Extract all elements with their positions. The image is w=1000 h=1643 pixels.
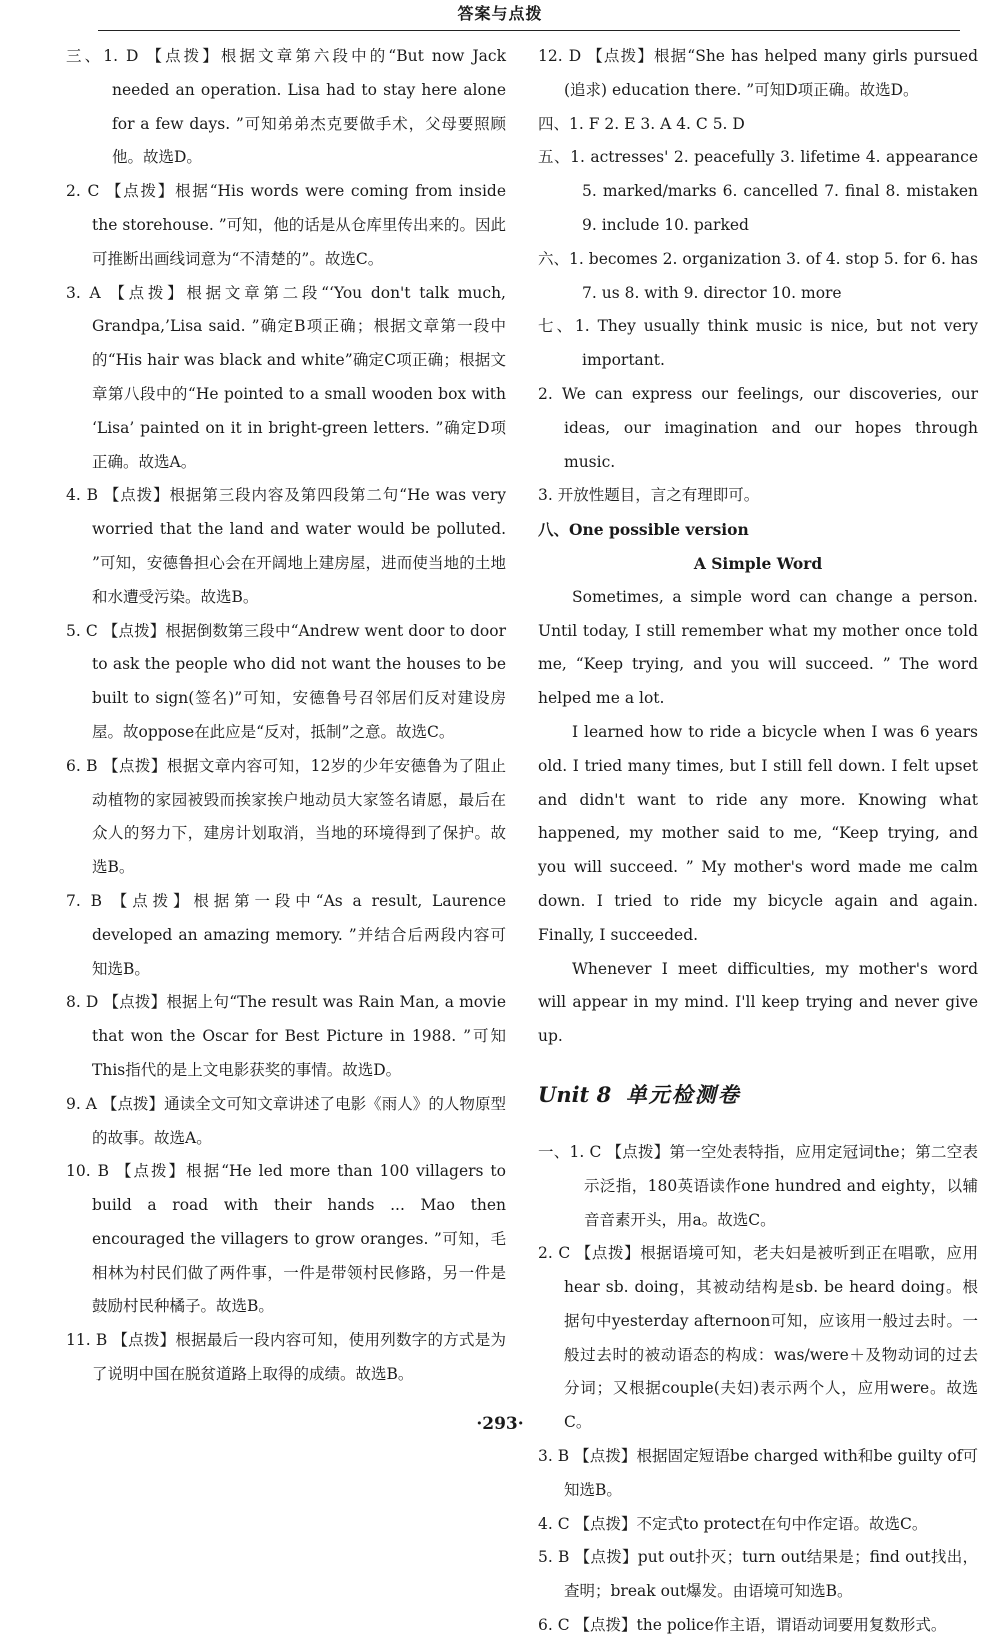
unit-subtitle: 单元检测卷	[625, 1081, 741, 1107]
answer-3-12: 12. D 【点拨】根据“She has helped many girls pursued (追求) education there. ”可知D项正确。故选D。	[538, 47, 978, 99]
page-header: 答案与点拨	[457, 4, 543, 23]
essay-paragraph: I learned how to ride a bicycle when I was 6 years old. I tried many times, but I still fell down. I felt upset and didn't want to ride any more. Knowing what happened, my mother said to me, “Keep trying, and you will succeed. ” My mother's word made me calm down. I tried to ride my bicycle again and again. Finally, I succeeded.	[538, 722, 978, 944]
answer-3-11: 11. B 【点拨】根据最后一段内容可知，使用列数字的方式是为了说明中国在脱贫道路上取得的成绩。故选B。	[66, 1331, 506, 1384]
right-column	[538, 40, 978, 1643]
answer-3-6: 6. B 【点拨】根据文章内容可知，12岁的少年安德鲁为了阻止动植物的家园被毁而挨家挨户地动员大家签名请愿，最后在众人的努力下，建房计划取消，当地的环境得到了保护。故选B。	[66, 756, 506, 877]
essay-paragraph: Whenever I meet difficulties, my mother's word will appear in my mind. I'll keep trying and never give up.	[538, 959, 978, 1046]
unit8-answer-2: 2. C 【点拨】根据语境可知，老夫妇是被听到正在唱歌，应用hear sb. doing，其被动结构是sb. be heard doing。根据句中yesterday afternoon可知，应该用一般过去时。一般过去时的被动语态的构成：was/were＋及物动词的过去分词；又根据couple(夫妇)表示两个人，应用were。故选C。	[538, 1244, 978, 1432]
unit8-answer-3: 3. B 【点拨】根据固定短语be charged with和be guilty of可知选B。	[538, 1447, 978, 1499]
section-7-answer-1: 七、1. They usually think music is nice, but not very important.	[538, 317, 978, 370]
unit-heading	[538, 1075, 978, 1115]
unit-label: Unit 8	[538, 1081, 612, 1107]
answer-3-5: 5. C 【点拨】根据倒数第三段中“Andrew went door to door to ask the people who did not want the houses to be built to sign(签名)”可知，安德鲁号召邻居们反对建设房屋。故oppose在此应是“反对，抵制”之意。故选C。	[66, 621, 506, 741]
essay-title: A Simple Word	[693, 553, 823, 573]
answer-3-8: 8. D 【点拨】根据上句“The result was Rain Man, a movie that won the Oscar for Best Picture in 1988. ”可知This指代的是上文电影获奖的事情。故选D。	[66, 993, 506, 1079]
left-column	[66, 40, 506, 1392]
answer-3-10: 10. B 【点拨】根据“He led more than 100 villagers to build a road with their hands ... Mao then encouraged the villagers to grow oranges. ”可知，毛相林为村民们做了两件事，一件是带领村民修路，另一件是鼓励村民种橘子。故选B。	[66, 1162, 506, 1316]
answer-3-7: 7. B 【点拨】根据第一段中“As a result, Laurence developed an amazing memory. ”并结合后两段内容可知选B。	[66, 891, 506, 978]
section-5-answers: 五、1. actresses' 2. peacefully 3. lifetime 4. appearance 5. marked/marks 6. cancelled 7. final 8. mistaken 9. include 10. parked	[538, 148, 978, 234]
unit8-answer-4: 4. C 【点拨】不定式to protect在句中作定语。故选C。	[538, 1514, 928, 1533]
section-6-answers: 六、1. becomes 2. organization 3. of 4. stop 5. for 6. has 7. us 8. with 9. director 10. more	[538, 249, 978, 302]
answer-3-9: 9. A 【点拨】通读全文可知文章讲述了电影《雨人》的人物原型的故事。故选A。	[66, 1094, 506, 1147]
page-number: ·293·	[476, 1414, 524, 1434]
section-4-answers: 四、1. F 2. E 3. A 4. C 5. D	[538, 114, 745, 133]
unit8-answer-1: 一、1. C 【点拨】第一空处表特指，应用定冠词the；第二空表示泛指，180英语读作one hundred and eighty，以辅音音素开头，用a。故选C。	[538, 1142, 978, 1229]
section-7-answer-3: 3. 开放性题目，言之有理即可。	[538, 486, 760, 505]
answer-3-4: 4. B 【点拨】根据第三段内容及第四段第二句“He was very worried that the land and water would be polluted. ”可知，安德鲁担心会在开阔地上建房屋，进而使当地的土地和水遭受污染。故选B。	[66, 486, 506, 606]
unit8-answer-6: 6. C 【点拨】the police作主语，谓语动词要用复数形式。	[538, 1616, 947, 1635]
unit8-answer-5: 5. B 【点拨】put out扑灭；turn out结果是；find out找出，查明；break out爆发。由语境可知选B。	[538, 1548, 978, 1601]
answer-3-2: 2. C 【点拨】根据“His words were coming from inside the storehouse. ”可知，他的话是从仓库里传出来的。因此可推断出画线词意为“不清楚的”。故选C。	[66, 182, 506, 268]
essay-paragraph: Sometimes, a simple word can change a person. Until today, I still remember what my mother once told me, “Keep trying, and you will succeed. ” The word helped me a lot.	[538, 587, 978, 708]
answer-3-1: 三、1. D 【点拨】根据文章第六段中的“But now Jack needed an operation. Lisa had to stay here alone for a few days. ”可知弟弟杰克要做手术，父母要照顾他。故选D。	[66, 47, 506, 167]
section-7-answer-2: 2. We can express our feelings, our discoveries, our ideas, our imagination and our hopes through music.	[538, 384, 978, 471]
header-divider	[98, 30, 960, 31]
answer-3-3: 3. A 【点拨】根据文章第二段“‘You don't talk much, Grandpa,’Lisa said. ”确定B项正确；根据文章第一段中的“His hair was black and white”确定C项正确；根据文章第八段中的“He pointed to a small wooden box with ‘Lisa’ painted on it in bright-green letters. ”确定D项正确。故选A。	[66, 283, 506, 471]
section-8-heading: 八、One possible version	[538, 520, 749, 540]
